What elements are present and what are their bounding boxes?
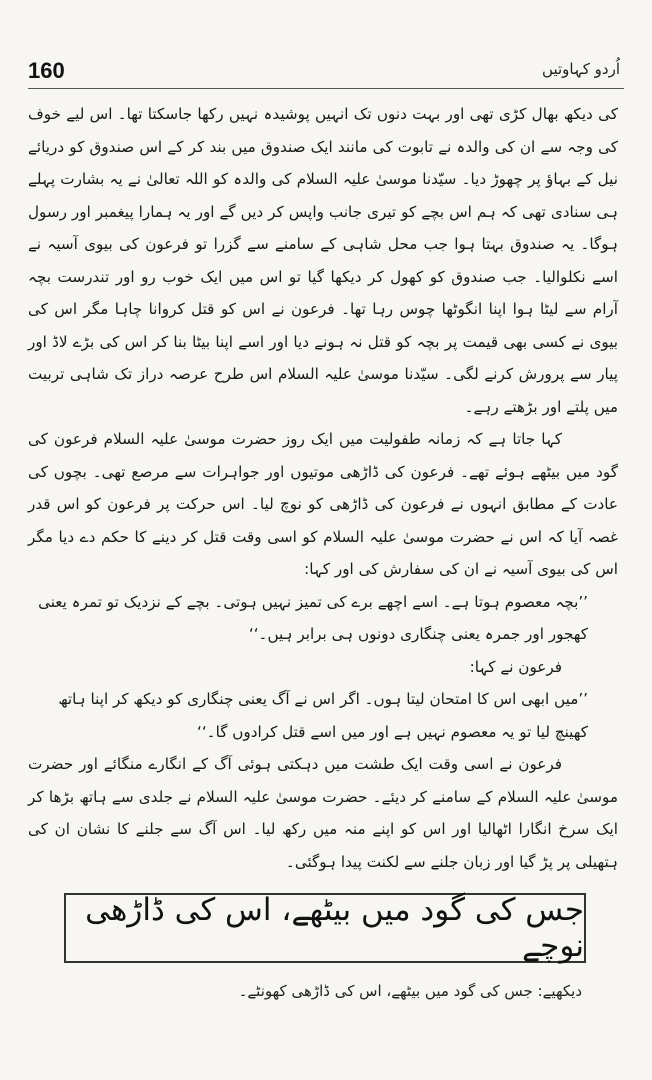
see-also-note: دیکھیے: جس کی گود میں بیٹھے، اس کی ڈاڑھی کھونٹے۔ xyxy=(238,982,582,1000)
body-text xyxy=(28,98,618,878)
proverb-title: جس کی گود میں بیٹھے، اس کی ڈاڑھی نوچے xyxy=(85,892,584,964)
proverb-title-box xyxy=(64,893,586,963)
paragraph-incident: کہا جاتا ہے کہ زمانہ طفولیت میں ایک روز حضرت موسیٰ علیہ السلام فرعون کی گود میں بیٹھے ہوئے تھے۔ فرعون کی ڈاڑھی موتیوں اور جواہرات سے مرصع تھی۔ بچوں کی عادت کے مطابق انہوں نے فرعون کی ڈاڑھی کو نوچ لیا۔ اس حرکت پر فرعون کو اس قدر غصہ آیا کہ اس نے حضرت موسیٰ علیہ السلام کو اسی وقت قتل کر دینے کا حکم دے دیا مگر اس کی بیوی آسیہ نے ان کی سفارش کی اور کہا: xyxy=(28,430,618,578)
quote-asiya: ’’بچہ معصوم ہوتا ہے۔ اسے اچھے برے کی تمیز نہیں ہوتی۔ بچے کے نزدیک تو تمرہ یعنی کھجور اور جمرہ یعنی چنگاری دونوں ہی برابر ہیں۔‘‘ xyxy=(38,592,588,643)
page-header xyxy=(28,58,624,88)
running-title: اُردو کہاوتیں xyxy=(542,60,620,78)
quote-pharaoh: ’’میں ابھی اس کا امتحان لیتا ہوں۔ اگر اس نے آگ یعنی چنگاری کو دیکھ کر اپنا ہاتھ کھینچ لیا تو یہ معصوم نہیں ہے اور میں اسے قتل کرادوں گا۔‘‘ xyxy=(58,690,588,741)
paragraph-story: کی دیکھ بھال کڑی تھی اور بہت دنوں تک انہیں پوشیدہ نہیں رکھا جاسکتا تھا۔ اس لیے خوف کی وجہ سے ان کی والدہ نے تابوت کی مانند ایک صندوق میں بند کر کے اس صندوق کو دریائے نیل کے بہاؤ پر چھوڑ دیا۔ سیّدنا موسیٰ علیہ السلام کی والدہ کو اللہ تعالیٰ نے یہ بشارت پہلے ہی سنادی تھی کہ ہم اس بچے کو تیری جانب واپس کر دیں گے اور یہ ہمارا پیغمبر اور رسول ہوگا۔ یہ صندوق بہتا ہوا جب محل شاہی کے سامنے سے گزرا تو فرعون کی بیوی آسیہ نے اسے نکلوالیا۔ جب صندوق کو کھول کر دیکھا گیا تو اس میں ایک خوب رو اور تندرست بچہ آرام سے لیٹا ہوا اپنا انگوٹھا چوس رہا تھا۔ فرعون نے اس کو قتل کروانا چاہا مگر اس کی بیوی نے کسی بھی قیمت پر بچہ کو قتل نہ ہونے دیا اور اسے اپنا بیٹا بنا کر اس کی بڑے لاڈ اور پیار سے پرورش کرنے لگی۔ سیّدنا موسیٰ علیہ السلام اس طرح عرصہ دراز تک شاہی تربیت میں پلتے اور بڑھتے رہے۔ xyxy=(28,105,618,416)
page-number: 160 xyxy=(28,58,65,83)
pharaoh-said-label: فرعون نے کہا: xyxy=(469,657,562,676)
header-divider xyxy=(28,88,624,89)
paragraph-ember-test: فرعون نے اسی وقت ایک طشت میں دہکتی ہوئی آگ کے انگارے منگائے اور حضرت موسیٰ علیہ السلام کے سامنے کر دیئے۔ حضرت موسیٰ علیہ السلام نے جلدی سے ہاتھ بڑھا کر ایک سرخ انگارا اٹھالیا اور اس کو اپنے منہ میں رکھ لیا۔ اس آگ سے جلنے کا نشان ان کی ہتھیلی پر پڑ گیا اور زبان جلنے سے لکنت پیدا ہوگئی۔ xyxy=(28,755,618,871)
